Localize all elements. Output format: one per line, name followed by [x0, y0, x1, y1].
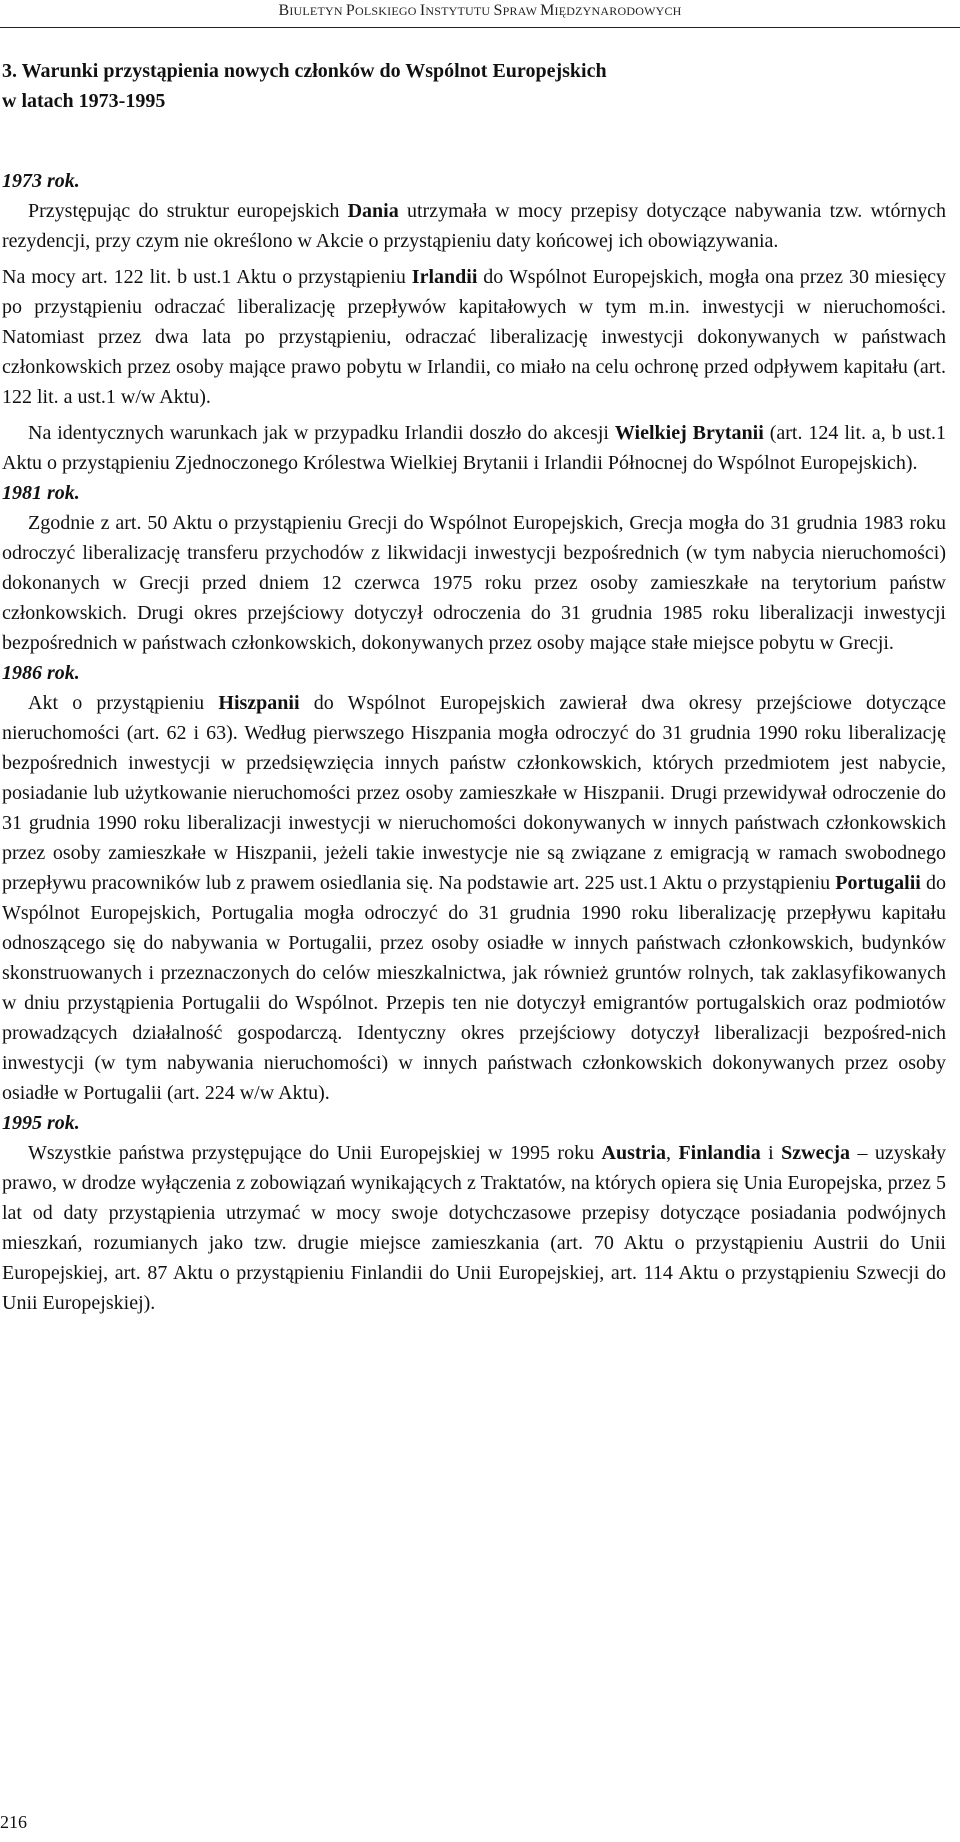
year-heading-1995: 1995 rok. — [2, 1112, 80, 1134]
paragraph-1995-enlargement — [2, 1138, 946, 1318]
header-word: IĘDZYNARODOWYCH — [554, 4, 682, 18]
text-run: Wszystkie państwa przystępujące do Unii Europejskiej w 1995 roku — [28, 1142, 602, 1164]
country-name: Austria — [601, 1142, 666, 1164]
header-initial: S — [493, 2, 503, 19]
header-word: OLSKIEGO — [355, 4, 420, 18]
year-heading-1981: 1981 rok. — [2, 482, 80, 504]
text-run: – uzyskały prawo, w drodze wyłączenia z zobowiązań wynikających z Traktatów, na których opiera się Unia Europejska, przez 5 lat od daty przystąpienia utrzymać w mocy swoje dotychczasowe przepisy dotyczące posiadania podwójnych mieszkań, rozumianych jako tzw. drugie miejsce zamieszkania (art. 70 Aktu o przystąpieniu Austrii do Unii Europejskiej, art. 87 Aktu o przystąpieniu Finlandii do Unii Europejskiej, art. 114 Aktu o przystąpieniu Szwecji do Unii Europejskiej). — [2, 1142, 946, 1314]
paragraph-irlandia — [2, 262, 946, 412]
header-word: IULETYN — [289, 4, 346, 18]
text-run: (art. 124 lit. a, b ust.1 Aktu o przystąpieniu Zjednoczonego Królestwa Wielkiej Brytanii i Irlandii Północnej do Wspólnot Europejskich). — [2, 422, 947, 474]
country-name: Irlandii — [411, 266, 478, 288]
text-run: Przystępując do struktur europejskich — [28, 200, 348, 222]
text-run: , — [665, 1142, 679, 1164]
header-rule — [0, 27, 960, 28]
country-name: Hiszpanii — [218, 692, 300, 714]
section-title-line-2: w latach 1973-1995 — [2, 90, 166, 112]
paragraph-grecja: Zgodnie z art. 50 Aktu o przystąpieniu Grecji do Wspólnot Europejskich, Grecja mogła do 31 grudnia 1983 roku odroczyć liberalizację transferu przychodów z likwidacji inwestycji bezpośrednich (w tym nabycia nieruchomości) dokonanych w Grecji przed dniem 12 czerwca 1975 roku przez osoby zamieszkałe na terytorium państw członkowskich. Drugi okres przejściowy dotyczył odroczenia do 31 grudnia 1985 roku liberalizacji inwestycji bezpośrednich w państwach członkowskich, dokonywanych przez osoby mające stałe miejsce pobytu w Grecji. — [2, 512, 946, 654]
text-run: Akt o przystąpieniu — [28, 692, 219, 714]
header-initial: B — [278, 2, 290, 19]
header-initial: I — [419, 2, 426, 19]
header-word: PRAW — [502, 4, 541, 18]
text-run: i — [760, 1142, 782, 1164]
spacer — [2, 116, 946, 166]
country-name: Wielkiej Brytanii — [614, 422, 764, 444]
country-name: Finlandia — [678, 1142, 761, 1164]
section-title-line-1: 3. Warunki przystąpienia nowych członków do Wspólnot Europejskich — [2, 60, 607, 82]
year-heading-1986: 1986 rok. — [2, 662, 80, 684]
header-initial: P — [345, 2, 356, 19]
paragraph-dania — [2, 196, 946, 256]
year-heading-1973: 1973 rok. — [2, 170, 80, 192]
header-initial: M — [540, 2, 555, 19]
paragraph-wielka-brytania — [2, 418, 946, 478]
text-run: Na identycznych warunkach jak w przypadku Irlandii doszło do akcesji — [28, 422, 615, 444]
section-title — [2, 56, 946, 116]
text-run: do Wspólnot Europejskich, mogła ona przez 30 miesięcy po przystąpieniu odraczać liberalizację przepływów kapitałowych w tym m.in. inwestycji w nieruchomości. Natomiast przez dwa lata po przystąpieniu, odraczać liberalizację inwestycji dokonywanych w państwach członkowskich przez osoby mające prawo pobytu w Irlandii, co miało na celu ochronę przed odpływem kapitału (art. 122 lit. a ust.1 w/w Aktu). — [2, 266, 946, 408]
paragraph-hiszpania-portugalia — [2, 688, 946, 1108]
page-number: 216 — [0, 1812, 27, 1832]
main-content — [2, 56, 946, 1318]
text-run: do Wspólnot Europejskich zawierał dwa okresy przejściowe dotyczące nieruchomości (art. 62 i 63). Według pierwszego Hiszpania mogła odroczyć do 31 grudnia 1990 roku liberalizację bezpośrednich inwestycji w przedsięwzięcia innych państw członkowskich, których przedmiotem jest nabycie, posiadanie lub użytkowanie nieruchomości przez osoby zamieszkałe w Hiszpanii. Drugi przewidywał odroczenie do 31 grudnia 1990 roku liberalizacji inwestycji w nieruchomości dokonywanych w innych państwach członkowskich przez osoby zamieszkałe w Hiszpanii, jeżeli takie inwestycje nie są związane z emigracją w ramach swobodnego przepływu pracowników lub z prawem osiedlania się. Na podstawie art. 225 ust.1 Aktu o przystąpieniu — [2, 692, 946, 894]
country-name: Portugalii — [835, 872, 921, 894]
country-name: Szwecja — [781, 1142, 851, 1164]
running-header — [0, 2, 960, 20]
text-run: Na mocy art. 122 lit. b ust.1 Aktu o przystąpieniu — [2, 266, 412, 288]
text-run: utrzymała w mocy przepisy dotyczące nabywania tzw. wtórnych rezydencji, przy czym nie określono w Akcie o przystąpieniu daty końcowej ich obowiązywania. — [2, 200, 946, 252]
text-run: do Wspólnot Europejskich, Portugalia mogła odroczyć do 31 grudnia 1990 roku liberalizację przepływu kapitału odnoszącego się do nabywania w Portugalii, przez osoby osiadłe w innych państwach członkowskich, budynków skonstruowanych i przeznaczonych do celów mieszkalnictwa, jak również gruntów rolnych, tak zaklasyfikowanych w dniu przystąpienia Portugalii do Wspólnot. Przepis ten nie dotyczył emigrantów portugalskich oraz podmiotów prowadzących działalność gospodarczą. Identyczny okres przejściowy dotyczył liberalizacji bezpośred-nich inwestycji (w tym nabywania nieruchomości) w innych państwach członkowskich dokonywanych przez osoby osiadłe w Portugalii (art. 224 w/w Aktu). — [2, 872, 946, 1104]
header-word: NSTYTUTU — [425, 4, 494, 18]
country-name: Dania — [347, 200, 399, 222]
